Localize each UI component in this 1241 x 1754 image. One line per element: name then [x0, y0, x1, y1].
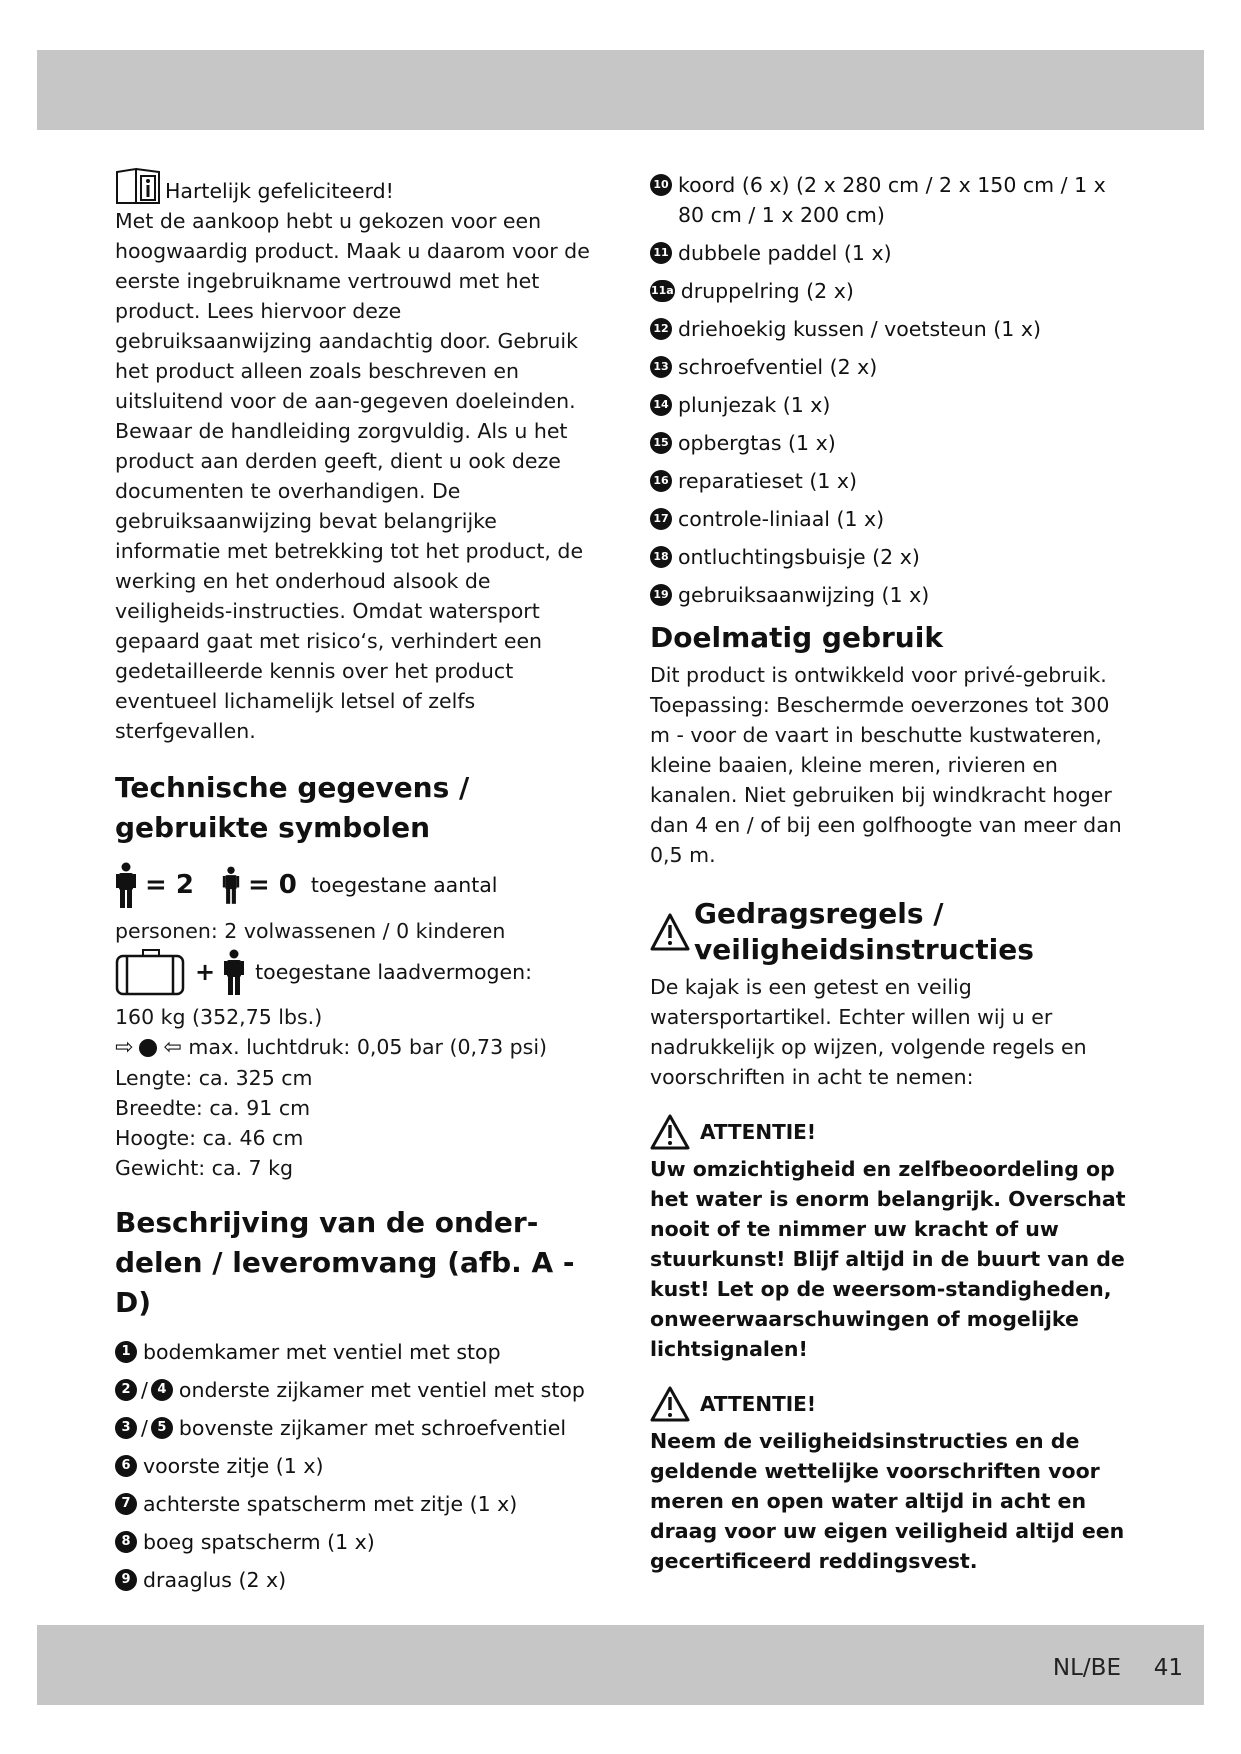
description-heading: Beschrijving van de onder-delen / leveromvang (afb. A - D) — [115, 1206, 575, 1319]
load-value: 160 kg (352,75 lbs.) — [115, 1005, 323, 1029]
part-text: driehoekig kussen / voetsteun (1 x) — [678, 317, 1041, 341]
part-number-badge: 18 — [650, 546, 672, 568]
part-text: bodemkamer met ventiel met stop — [143, 1340, 501, 1364]
intro-greeting: Hartelijk gefeliciteerd! — [165, 179, 394, 203]
warning-triangle-icon — [650, 912, 690, 952]
part-item — [650, 428, 1130, 458]
part-item — [650, 352, 1130, 382]
part-item — [650, 504, 1130, 534]
height-text: Hoogte: ca. 46 cm — [115, 1126, 304, 1150]
parts-list-right — [650, 170, 1130, 610]
page-number: 41 — [1153, 1655, 1183, 1681]
part-text: ontluchtingsbuisje (2 x) — [678, 545, 920, 569]
part-separator: / — [141, 1378, 148, 1402]
intended-use-text: Dit product is ontwikkeld voor privé-gebruik. Toepassing: Beschermde oeverzones tot 300 m - voor de vaart in beschutte kustwateren, kleine baaien, kleine meren, rivieren en kanalen. Niet gebruiken bij windkracht hoger dan 4 en / of bij een golfhoogte van meer dan 0,5 m. — [650, 663, 1122, 867]
header-band — [37, 50, 1204, 130]
part-item — [650, 238, 1130, 268]
person-load-icon — [223, 949, 245, 995]
safety-text: De kajak is een getest en veilig watersportartikel. Echter willen wij u er nadrukkelijk op wijzen, volgende regels en voorschriften in acht te nemen: — [650, 975, 1087, 1089]
part-text: reparatieset (1 x) — [678, 469, 858, 493]
safety-heading: Gedragsregels / veiligheidsinstructies — [694, 897, 1034, 966]
part-text: plunjezak (1 x) — [678, 393, 831, 417]
part-item — [650, 170, 1130, 230]
part-text: druppelring (2 x) — [680, 279, 854, 303]
part-item — [115, 1451, 595, 1481]
part-text: opbergtas (1 x) — [678, 431, 836, 455]
luggage-icon — [115, 948, 185, 996]
part-number-badge: 10 — [650, 174, 672, 196]
left-column — [115, 166, 595, 1603]
load-symbol-row — [115, 948, 595, 996]
part-number-badge: 13 — [650, 356, 672, 378]
load-label: toegestane laadvermogen: — [255, 960, 533, 984]
valve-dot-icon — [139, 1039, 157, 1057]
right-column — [650, 170, 1130, 1576]
intended-use-heading: Doelmatig gebruik — [650, 621, 943, 654]
warning2-text: Neem de veiligheidsinstructies en de geldende wettelijke voorschriften voor meren en open water altijd in acht en draag voor uw eigen veiligheid altijd een gecertificeerd reddingsvest. — [650, 1429, 1125, 1573]
part-number-badge: 2 — [115, 1379, 137, 1401]
technical-heading: Technische gegevens / gebruikte symbolen — [115, 771, 470, 844]
warning-triangle-icon — [650, 1386, 690, 1422]
part-item — [115, 1565, 595, 1595]
adult-count: = 2 — [145, 870, 194, 900]
part-item — [650, 542, 1130, 572]
part-number-badge: 14 — [650, 394, 672, 416]
warning-triangle-icon — [650, 1114, 690, 1150]
part-text: dubbele paddel (1 x) — [678, 241, 892, 265]
part-item — [650, 580, 1130, 610]
child-person-icon — [222, 866, 240, 904]
part-number-badge: 4 — [151, 1379, 173, 1401]
warning1-text: Uw omzichtigheid en zelfbeoordeling op het water is enorm belangrijk. Overschat nooit of te nimmer uw kracht of uw stuurkunst! Blijf altijd in de buurt van de kust! Let op de weersom-standigheden, onweerwaarschuwingen of mogelijke lichtsignalen! — [650, 1157, 1126, 1361]
part-text: bovenste zijkamer met schroefventiel — [178, 1416, 567, 1440]
part-item — [115, 1375, 595, 1405]
part-text: draaglus (2 x) — [143, 1568, 287, 1592]
part-number-badge: 8 — [115, 1531, 137, 1553]
part-number-badge: 9 — [115, 1569, 137, 1591]
part-number-badge: 5 — [151, 1417, 173, 1439]
arrow-left-icon: ⇦ — [163, 1035, 182, 1060]
warning1-heading — [650, 1114, 1130, 1150]
parts-list-left — [115, 1337, 595, 1595]
plus-sign: + — [195, 958, 216, 986]
part-item — [650, 276, 1130, 306]
persons-symbol-row — [115, 862, 595, 908]
part-text: controle-liniaal (1 x) — [678, 507, 885, 531]
warning2-label: ATTENTIE! — [700, 1392, 816, 1416]
footer-band — [37, 1625, 1204, 1705]
part-text: onderste zijkamer met ventiel met stop — [178, 1378, 585, 1402]
part-item — [115, 1337, 595, 1367]
warning2-heading — [650, 1386, 1130, 1422]
part-item — [115, 1413, 595, 1443]
pressure-row — [115, 1032, 595, 1063]
part-item — [650, 466, 1130, 496]
part-text: boeg spatscherm (1 x) — [143, 1530, 375, 1554]
part-number-badge: 11 — [650, 242, 672, 264]
part-item — [115, 1527, 595, 1557]
part-number-badge: 3 — [115, 1417, 137, 1439]
intro-text: Met de aankoop hebt u gekozen voor een hoogwaardig product. Maak u daarom voor de eerste ingebruikname vertrouwd met het product. Lees hiervoor deze gebruiksaanwijzing aandachtig door. Gebruik het product alleen zoals beschreven en uitsluitend voor de aan-gegeven doeleinden. Bewaar de handleiding zorgvuldig. Als u het product aan derden geeft, dient u ook deze documenten te overhandigen. De gebruiksaanwijzing bevat belangrijke informatie met betrekking tot het product, de werking en het onderhoud alsook de veiligheids-instructies. Omdat watersport gepaard gaat met risico‘s, verhindert een gedetailleerde kennis over het product eventueel lichamelijk letsel of zelfs sterfgevallen. — [115, 209, 590, 743]
part-number-badge: 11a — [650, 280, 675, 302]
part-text: gebruiksaanwijzing (1 x) — [678, 583, 930, 607]
arrow-right-icon: ⇨ — [115, 1035, 134, 1060]
part-text: achterste spatscherm met zitje (1 x) — [143, 1492, 518, 1516]
footer-language: NL/BE — [1052, 1655, 1121, 1681]
part-item — [650, 390, 1130, 420]
part-number-badge: 16 — [650, 470, 672, 492]
part-number-badge: 19 — [650, 584, 672, 606]
part-number-badge: 6 — [115, 1455, 137, 1477]
manual-info-icon — [115, 166, 161, 206]
part-text: voorste zitje (1 x) — [143, 1454, 324, 1478]
part-text: koord (6 x) (2 x 280 cm / 2 x 150 cm / 1 x 80 cm / 1 x 200 cm) — [678, 173, 1106, 227]
warning1-label: ATTENTIE! — [700, 1120, 816, 1144]
part-number-badge: 12 — [650, 318, 672, 340]
safety-heading-row — [650, 896, 1130, 968]
part-separator: / — [141, 1416, 148, 1440]
part-item — [650, 314, 1130, 344]
intro-heading — [115, 166, 595, 206]
persons-text: personen: 2 volwassenen / 0 kinderen — [115, 919, 506, 943]
part-number-badge: 17 — [650, 508, 672, 530]
part-text: schroefventiel (2 x) — [678, 355, 878, 379]
length-text: Lengte: ca. 325 cm — [115, 1066, 313, 1090]
part-item — [115, 1489, 595, 1519]
part-number-badge: 15 — [650, 432, 672, 454]
child-count: = 0 — [247, 870, 297, 900]
part-number-badge: 1 — [115, 1341, 137, 1363]
width-text: Breedte: ca. 91 cm — [115, 1096, 311, 1120]
part-number-badge: 7 — [115, 1493, 137, 1515]
persons-label: toegestane aantal — [310, 873, 498, 897]
weight-text: Gewicht: ca. 7 kg — [115, 1156, 293, 1180]
pressure-text: max. luchtdruk: 0,05 bar (0,73 psi) — [188, 1035, 548, 1059]
adult-person-icon — [115, 862, 137, 908]
